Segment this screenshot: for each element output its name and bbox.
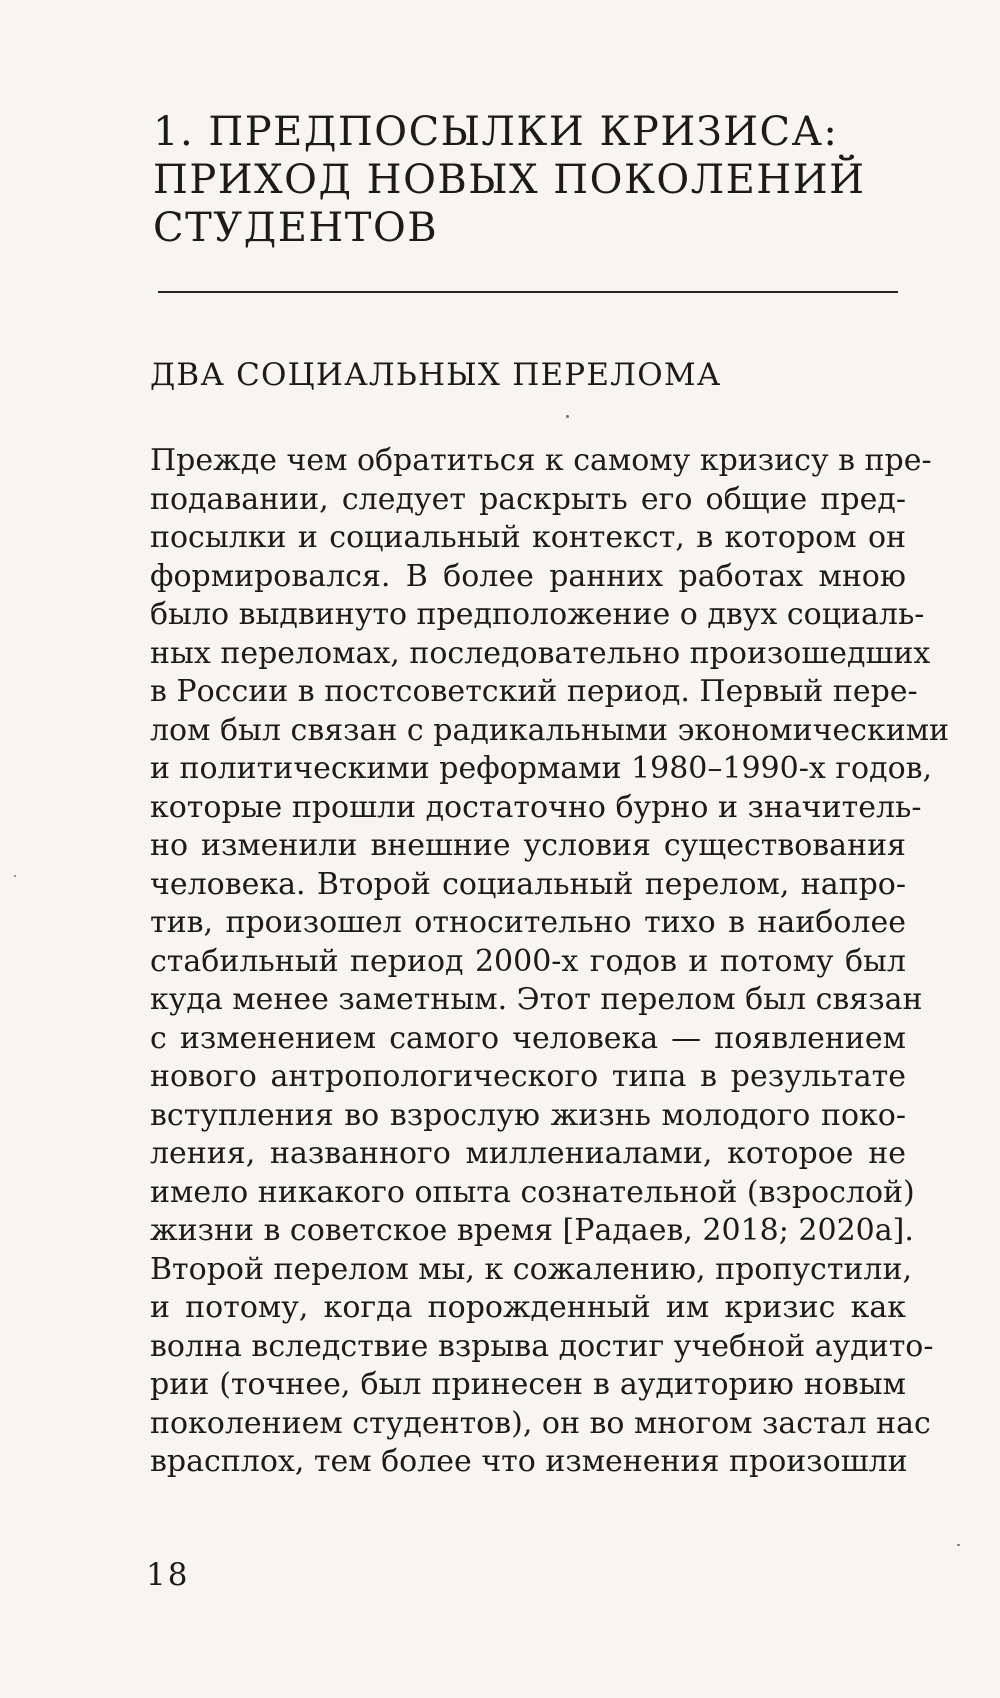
chapter-title xyxy=(153,108,913,252)
body-line: нового антропологического типа в результате xyxy=(150,1059,906,1094)
body-line: Второй перелом мы, к сожалению, пропустили, xyxy=(150,1251,912,1287)
title-divider-rule xyxy=(158,291,898,293)
body-line: но изменили внешние условия существования xyxy=(150,828,906,863)
body-line: человека. Второй социальный перелом, напро- xyxy=(150,866,906,902)
body-line: подавании, следует раскрыть его общие пред- xyxy=(150,481,906,517)
body-line: лом был связан с радикальными экономическими xyxy=(150,712,950,748)
body-line: формировался. В более ранних работах мною xyxy=(150,558,906,594)
body-line: Прежде чем обратиться к самому кризису в пре- xyxy=(150,443,932,478)
body-line: жизни в советское время [Радаев, 2018; 2020а]. xyxy=(150,1213,914,1248)
body-line: ления, названного миллениалами, которое не xyxy=(150,1136,906,1171)
body-line: которые прошли достаточно бурно и значитель- xyxy=(150,789,922,825)
body-line: в России в постсоветский период. Первый пере- xyxy=(150,674,918,709)
body-line: стабильный период 2000-х годов и потому был xyxy=(150,943,906,979)
body-text xyxy=(150,442,950,1482)
chapter-title-line: 1. ПРЕДПОСЫЛКИ КРИЗИСА: xyxy=(153,109,839,155)
page-number: 18 xyxy=(146,1557,190,1593)
body-line: тив, произошел относительно тихо в наиболее xyxy=(150,905,906,940)
paper-speck xyxy=(566,415,569,418)
chapter-title-line: СТУДЕНТОВ xyxy=(153,205,439,251)
body-line: вступления во взрослую жизнь молодого поко- xyxy=(150,1097,906,1133)
body-line: и политическими реформами 1980–1990-х годов, xyxy=(150,751,933,786)
body-line: рии (точнее, был принесен в аудиторию новым xyxy=(150,1367,906,1402)
body-line: и потому, когда порожденный им кризис как xyxy=(150,1290,906,1325)
section-heading: ДВА СОЦИАЛЬНЫХ ПЕРЕЛОМА xyxy=(150,357,722,393)
body-line: куда менее заметным. Этот перелом был связан xyxy=(150,982,923,1017)
paper-speck xyxy=(14,875,16,877)
body-line: посылки и социальный контекст, в котором он xyxy=(150,520,906,555)
body-line: волна вследствие взрыва достиг учебной аудито- xyxy=(150,1328,934,1364)
paper-speck xyxy=(957,1544,960,1546)
body-line: ных переломах, последовательно произошедших xyxy=(150,635,931,671)
body-line: с изменением самого человека — появлением xyxy=(150,1020,906,1056)
body-line: имело никакого опыта сознательной (взрослой) xyxy=(150,1174,915,1210)
body-line: поколением студентов), он во многом застал нас xyxy=(150,1405,931,1441)
body-line: врасплох, тем более что изменения произошли xyxy=(150,1444,908,1479)
body-line: было выдвинуто предположение о двух социаль- xyxy=(150,597,925,632)
chapter-title-line: ПРИХОД НОВЫХ ПОКОЛЕНИЙ xyxy=(153,157,866,203)
